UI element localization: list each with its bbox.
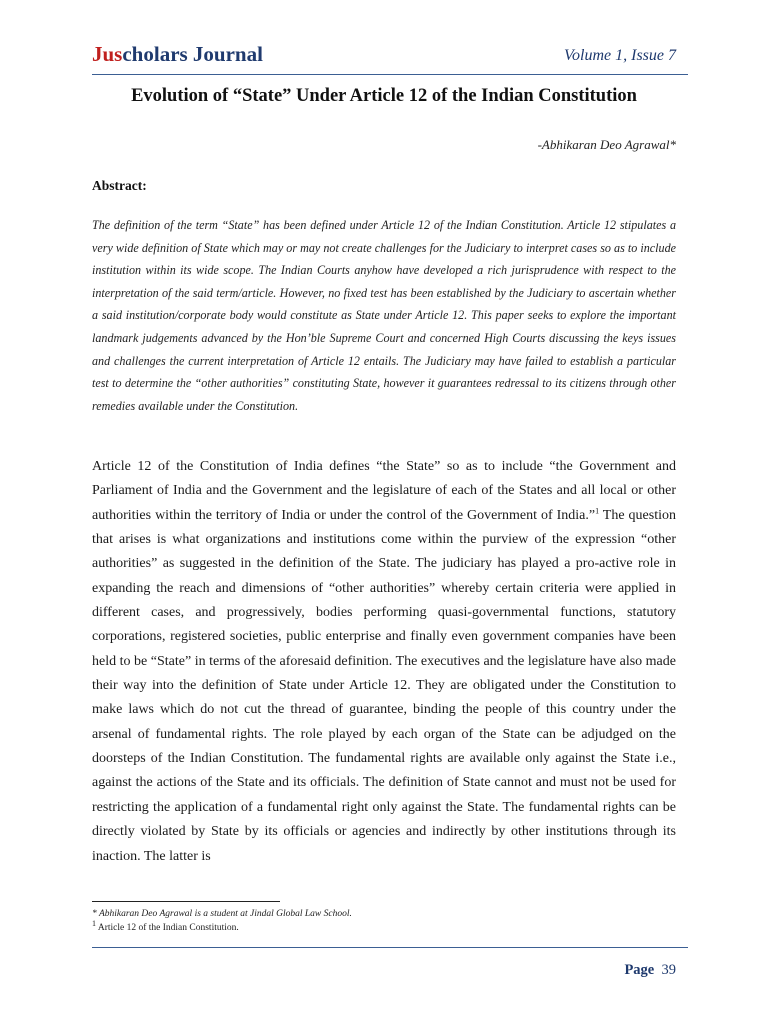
footnote-marker: 1: [92, 918, 96, 928]
article-author: -Abhikaran Deo Agrawal*: [537, 137, 676, 152]
journal-name: [92, 42, 263, 67]
body-paragraph: [92, 455, 676, 869]
journal-name-prefix: Jus: [92, 42, 123, 66]
journal-header: [92, 40, 676, 72]
page-number-value: 39: [661, 962, 676, 978]
header-divider: [92, 74, 688, 75]
footnote-marker: *: [92, 909, 97, 919]
footnote-text: Article 12 of the Indian Constitution.: [96, 923, 239, 933]
footnote-ref-1[interactable]: 1: [595, 506, 600, 516]
body-text-part1: Article 12 of the Constitution of India defines “the State” so as to include “the Government and Parliament of India and the Government and the legislature of each of the States and all local or other authorities within the territory of India or under the control of the Government of India.”: [92, 459, 676, 523]
page-label: Page: [624, 962, 655, 978]
page-number: [624, 962, 676, 979]
footnote-1: [92, 918, 676, 935]
volume-issue: Volume 1, Issue 7: [564, 47, 676, 64]
abstract-text: The definition of the term “State” has been defined under Article 12 of the Indian Constitution. Article 12 stipulates a very wide definition of State which may or may not create challenges for the Judiciary to interpret cases so as to include institution within its wide scope. The Indian Courts anyhow have developed a rich jurisprudence with respect to the interpretation of the said term/article. However, no fixed test has been established by the Judiciary to ascertain whether a said institution/corporate body would constitute as State under Article 12. This paper seeks to explore the important landmark judgements advanced by the Hon’ble Supreme Court and concerned High Courts discussing the keys issues and challenges the current interpretation of Article 12 entails. The Judiciary may have failed to establish a particular test to determine the “other authorities” constituting State, however it guarantees redressal to its citizens through other remedies available under the Constitution.: [92, 218, 676, 413]
footnote-divider: [92, 901, 280, 902]
abstract-heading: Abstract:: [92, 178, 147, 193]
body-text-part2: The question that arises is what organizations and institutions come within the purview of the expression “other authorities” as suggested in the definition of the State. The judiciary has played a pro-active role in expanding the reach and dimensions of “other authorities” whereby certain criteria were applied in different cases, and progressively, bodies performing quasi-governmental functions, statutory corporations, registered societies, public enterprise and finally even government companies have been held to be “State” in terms of the aforesaid definition. The executives and the legislature have also made their way into the definition of State under Article 12. They are obligated under the Constitution to make laws which do not cut the thread of guarantee, binding the people of this country under the arsenal of fundamental rights. The role played by each organ of the State can be adjudged on the doorsteps of the Indian Constitution. The fundamental rights are available only against the State i.e., against the actions of the State and its officials. The definition of State cannot and must not be used for restricting the application of a fundamental right only against the State. The fundamental rights can be directly violated by State by its officials or agencies and indirectly by other institutions through its inaction. The latter is: [92, 507, 676, 864]
journal-name-suffix: cholars Journal: [122, 42, 263, 66]
footnote-author: [92, 907, 676, 921]
footnotes: [92, 907, 676, 935]
article-title: Evolution of “State” Under Article 12 of the Indian Constitution: [131, 86, 637, 106]
footer-divider: [92, 947, 688, 948]
footnote-text: Abhikaran Deo Agrawal is a student at Jindal Global Law School.: [96, 909, 352, 919]
